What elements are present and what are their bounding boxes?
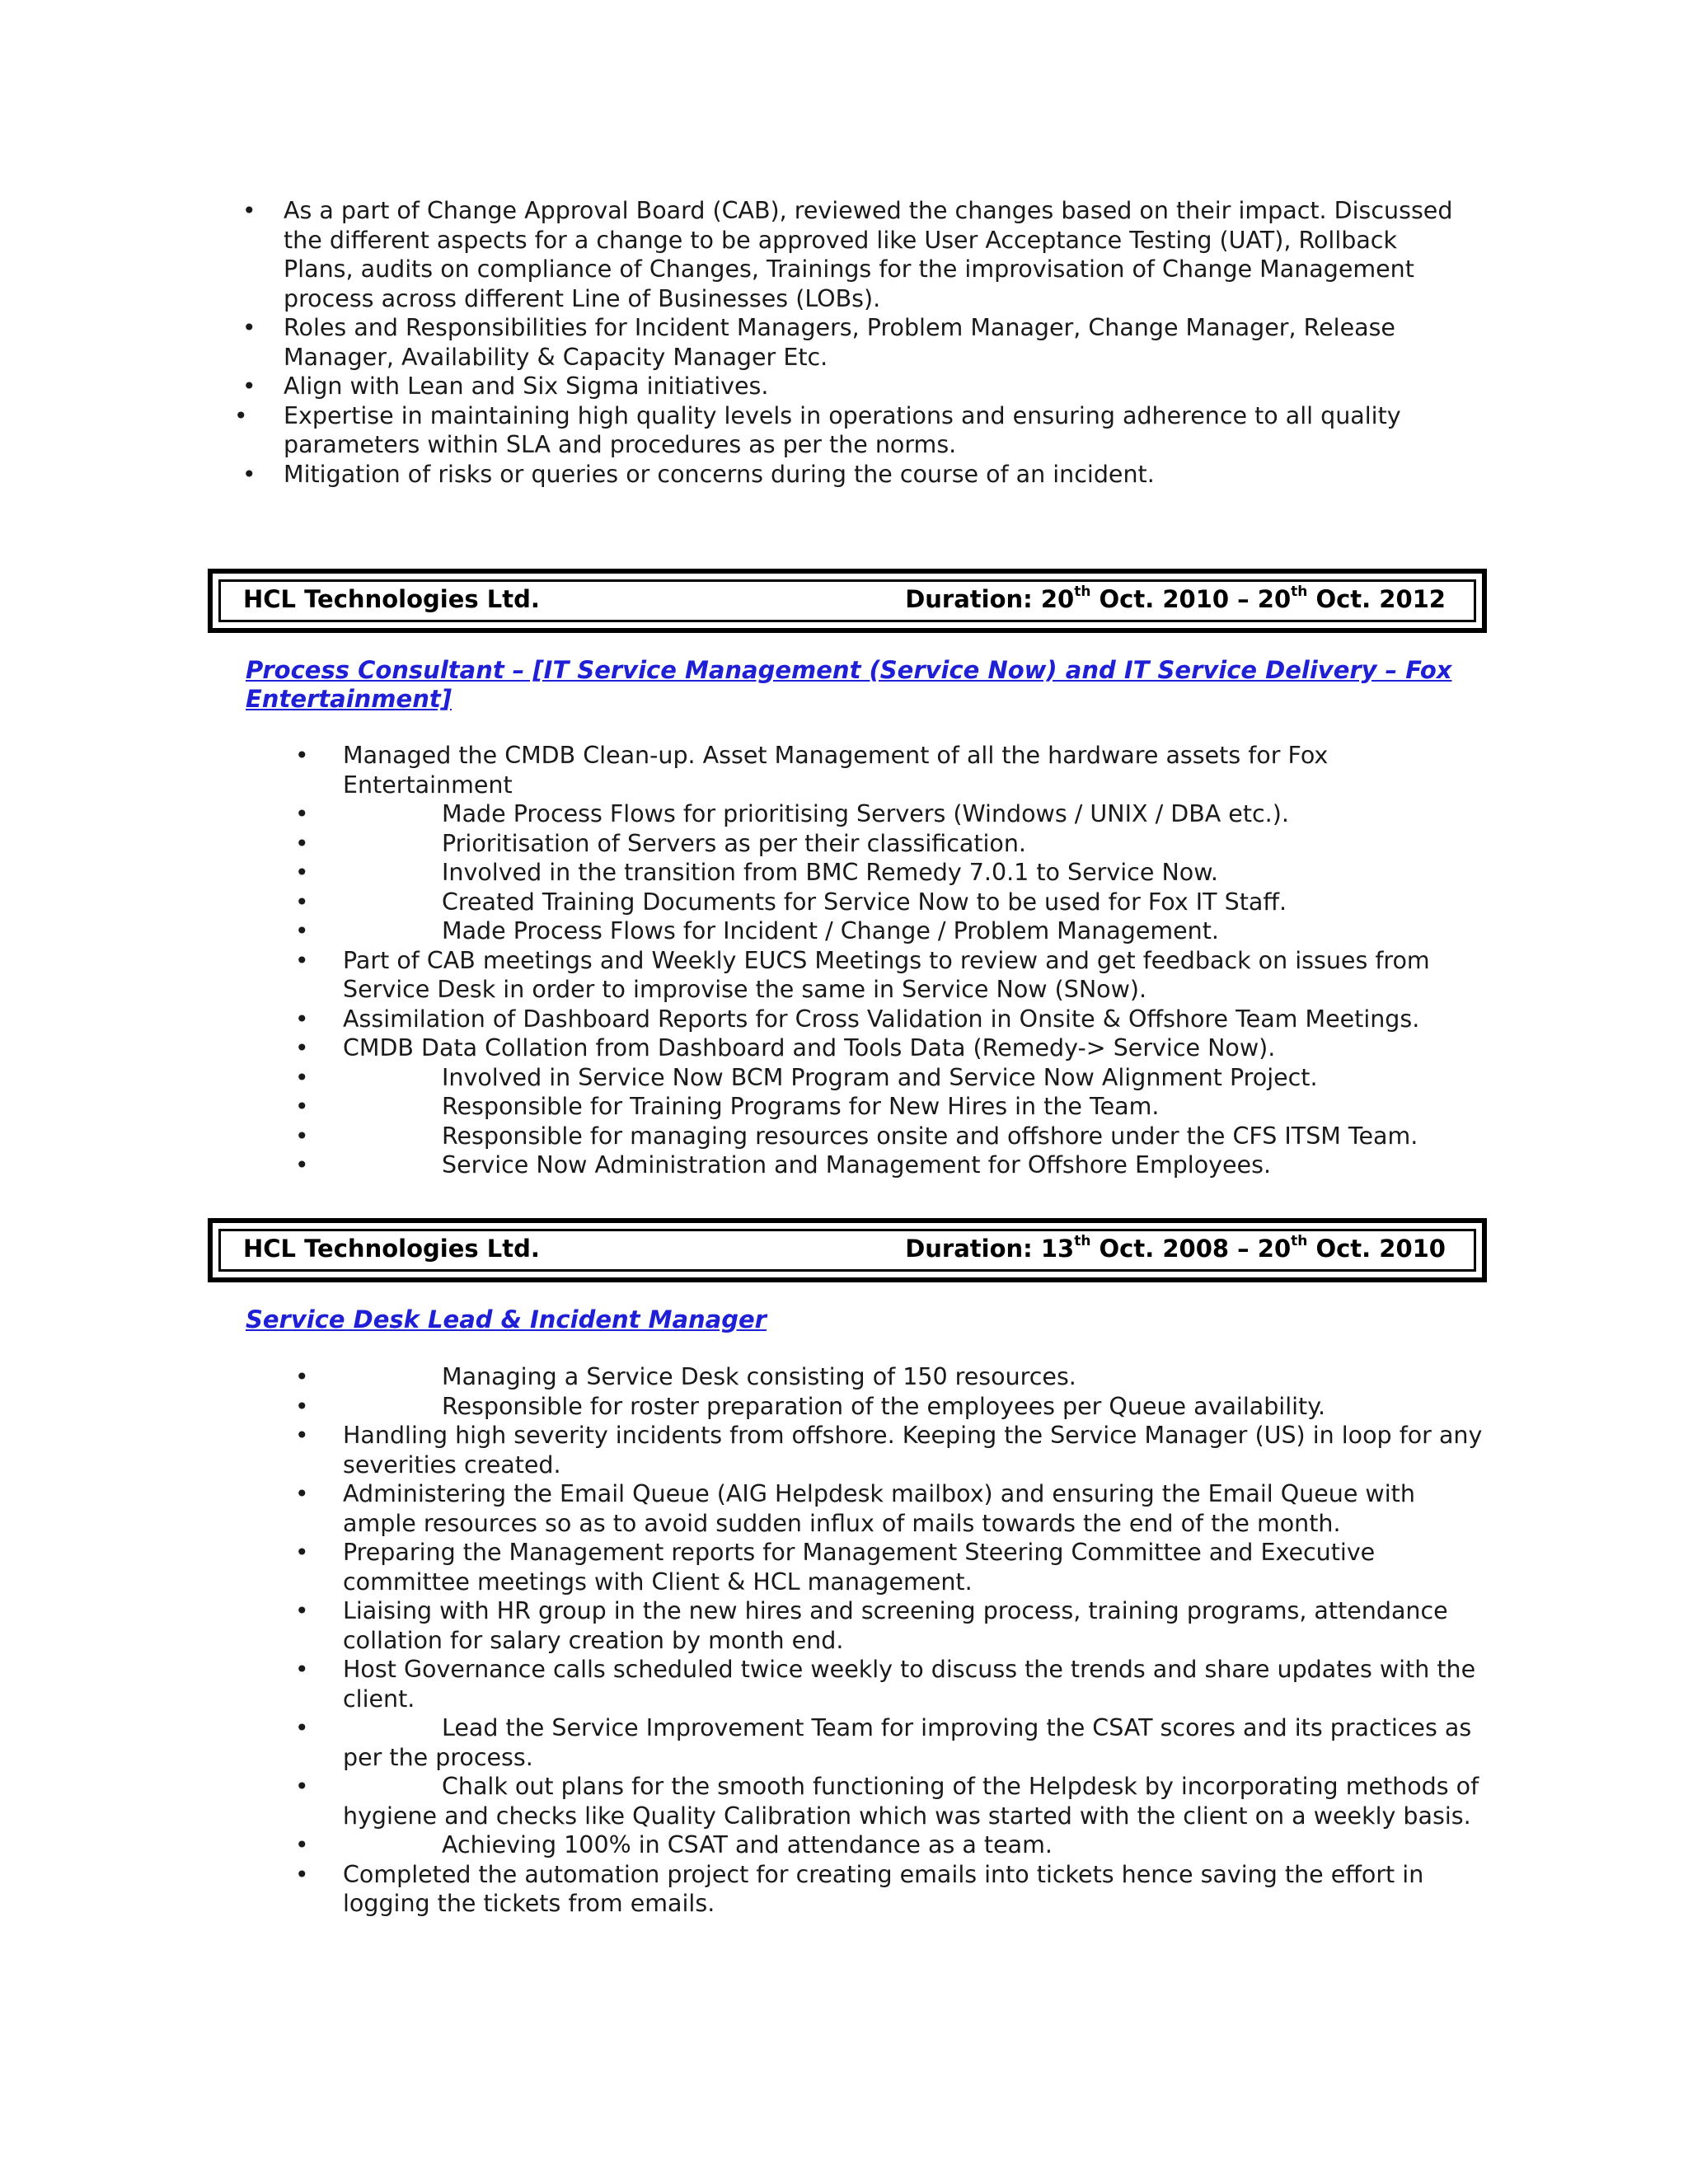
list-item-text: Managing a Service Desk consisting of 150 resources. (442, 1363, 1076, 1390)
list-item (0, 1713, 1489, 1772)
list-item (0, 1655, 1489, 1713)
job-header (208, 569, 1487, 633)
list-item-text: Roles and Responsibilities for Incident Managers, Problem Manager, Change Manager, Release Manager, Availability & Capacity Manager Etc. (284, 314, 1395, 371)
bullet-icon: • (295, 1714, 309, 1741)
list-item-text: Align with Lean and Six Sigma initiatives. (284, 373, 769, 400)
start-date-rest: Oct. 2010 – (1090, 585, 1258, 613)
list-item-text: Mitigation of risks or queries or concerns during the course of an incident. (284, 460, 1155, 488)
bullet-icon: • (295, 1005, 309, 1033)
bullet-icon: • (295, 1480, 309, 1507)
bullet-icon: • (295, 1122, 309, 1150)
job-duration (905, 583, 1446, 616)
bullet-icon: • (295, 1656, 309, 1683)
list-item (0, 1063, 1489, 1093)
job-responsibilities-list (0, 741, 1688, 1180)
list-item-text: Handling high severity incidents from offshore. Keeping the Service Manager (US) in loop for any severities created. (343, 1422, 1483, 1479)
list-item-text: Involved in Service Now BCM Program and Service Now Alignment Project. (442, 1063, 1318, 1091)
bullet-icon: • (295, 1093, 309, 1120)
start-day: 20 (1040, 585, 1075, 613)
bullet-icon: • (295, 946, 309, 974)
list-item-text: Made Process Flows for prioritising Servers (Windows / UNIX / DBA etc.). (442, 800, 1289, 827)
bullet-icon: • (295, 800, 309, 827)
bullet-icon: • (295, 1363, 309, 1390)
list-item (0, 799, 1489, 829)
start-day-suffix: th (1074, 1233, 1091, 1250)
list-item-text: Completed the automation project for creating emails into tickets hence saving the effort in logging the tickets from emails. (343, 1860, 1424, 1917)
list-item (0, 1538, 1489, 1596)
list-item-text: Service Now Administration and Management for Offshore Employees. (442, 1151, 1272, 1179)
bullet-icon: • (295, 1151, 309, 1179)
bullet-icon: • (295, 1392, 309, 1420)
list-item-text: Administering the Email Queue (AIG Helpdesk mailbox) and ensuring the Email Queue with ample resources so as to avoid sudden influx of mails towards the end of the month. (343, 1480, 1415, 1537)
bullet-icon: • (242, 460, 256, 488)
job-responsibilities-list (0, 1362, 1688, 1919)
list-item (0, 1772, 1489, 1830)
bullet-icon: • (295, 917, 309, 944)
list-item (0, 1830, 1489, 1860)
duration-label: Duration: (905, 585, 1041, 613)
bullet-icon: • (295, 1597, 309, 1624)
list-item-text: Involved in the transition from BMC Remedy 7.0.1 to Service Now. (442, 859, 1218, 886)
list-item (0, 1151, 1489, 1180)
start-date-rest: Oct. 2008 – (1090, 1235, 1258, 1263)
end-date-rest: Oct. 2012 (1307, 585, 1446, 613)
bullet-icon: • (295, 859, 309, 886)
list-item (0, 1092, 1489, 1122)
role-title: Service Desk Lead & Incident Manager (246, 1305, 767, 1333)
bullet-icon: • (242, 314, 256, 341)
list-item (0, 401, 1470, 460)
list-item (0, 1479, 1489, 1538)
list-item-text: Host Governance calls scheduled twice weekly to discuss the trends and share updates with the client. (343, 1656, 1476, 1713)
end-day-suffix: th (1291, 1233, 1308, 1250)
list-item-text: Made Process Flows for Incident / Change / Problem Management. (442, 917, 1219, 944)
list-item (0, 946, 1489, 1005)
bullet-icon: • (295, 829, 309, 857)
bullet-icon: • (295, 1539, 309, 1566)
list-item (0, 1860, 1489, 1919)
list-item (0, 1596, 1489, 1655)
bullet-icon: • (234, 401, 248, 429)
list-item (0, 460, 1470, 490)
bullet-icon: • (295, 1773, 309, 1800)
list-item-text: Responsible for managing resources onsite and offshore under the CFS ITSM Team. (442, 1122, 1418, 1150)
list-item (0, 1005, 1489, 1034)
bullet-icon: • (295, 888, 309, 916)
list-item (0, 741, 1489, 799)
bullet-icon: • (242, 373, 256, 400)
bullet-icon: • (295, 1422, 309, 1449)
list-item-text: Created Training Documents for Service Now to be used for Fox IT Staff. (442, 888, 1287, 916)
end-day: 20 (1257, 585, 1292, 613)
list-item-text: Managed the CMDB Clean-up. Asset Management of all the hardware assets for Fox Entertainment (343, 742, 1329, 799)
list-item (0, 858, 1489, 888)
list-item (0, 829, 1489, 859)
list-item (0, 1421, 1489, 1479)
company-name: HCL Technologies Ltd. (243, 585, 540, 613)
bullet-icon: • (295, 742, 309, 769)
responsibilities-list (0, 196, 1688, 489)
list-item-text: Expertise in maintaining high quality levels in operations and ensuring adherence to all quality parameters within SLA and procedures as per the norms. (284, 401, 1401, 458)
list-item (0, 916, 1489, 946)
list-item-text: As a part of Change Approval Board (CAB), reviewed the changes based on their impact. Discussed the different aspects for a change to be approved like User Acceptance Testing (UAT), Rollback Plans, audits on compliance of Changes, Trainings for the improvisation of Change Management process across different Line of Businesses (LOBs). (284, 197, 1453, 312)
list-item (0, 313, 1470, 372)
list-item (0, 1392, 1489, 1422)
company-name: HCL Technologies Ltd. (243, 1235, 540, 1263)
list-item-text: Chalk out plans for the smooth functioning of the Helpdesk by incorporating methods of hygiene and checks like Quality Calibration which was started with the client on a weekly basis. (343, 1773, 1479, 1830)
list-item-text: Liaising with HR group in the new hires and screening process, training programs, attendance collation for salary creation by month end. (343, 1597, 1448, 1654)
list-item-text: Lead the Service Improvement Team for improving the CSAT scores and its practices as per the process. (343, 1714, 1472, 1771)
job-duration (905, 1232, 1446, 1265)
bullet-icon: • (295, 1063, 309, 1091)
start-day: 13 (1040, 1235, 1075, 1263)
list-item-text: Assimilation of Dashboard Reports for Cross Validation in Onsite & Offshore Team Meetings. (343, 1005, 1420, 1033)
end-day: 20 (1257, 1235, 1292, 1263)
list-item (0, 196, 1470, 313)
start-day-suffix: th (1074, 583, 1091, 601)
list-item (0, 372, 1470, 401)
bullet-icon: • (295, 1034, 309, 1062)
list-item-text: Achieving 100% in CSAT and attendance as a team. (442, 1831, 1053, 1858)
role-title: Process Consultant – [IT Service Management (Service Now) and IT Service Delivery – Fox Entertainment] (246, 656, 1452, 713)
list-item (0, 1362, 1489, 1392)
duration-label: Duration: (905, 1235, 1041, 1263)
list-item-text: Part of CAB meetings and Weekly EUCS Meetings to review and get feedback on issues from Service Desk in order to improvise the same in Service Now (SNow). (343, 946, 1430, 1003)
end-date-rest: Oct. 2010 (1307, 1235, 1446, 1263)
list-item-text: CMDB Data Collation from Dashboard and Tools Data (Remedy-> Service Now). (343, 1034, 1276, 1062)
end-day-suffix: th (1291, 583, 1308, 601)
list-item-text: Prioritisation of Servers as per their classification. (442, 829, 1026, 857)
list-item-text: Responsible for roster preparation of the employees per Queue availability. (442, 1392, 1326, 1420)
job-header (208, 1218, 1487, 1282)
list-item (0, 1122, 1489, 1151)
bullet-icon: • (295, 1831, 309, 1858)
bullet-icon: • (242, 197, 256, 224)
list-item-text: Responsible for Training Programs for New Hires in the Team. (442, 1093, 1160, 1120)
list-item (0, 1033, 1489, 1063)
list-item-text: Preparing the Management reports for Management Steering Committee and Executive committee meetings with Client & HCL management. (343, 1539, 1376, 1596)
list-item (0, 888, 1489, 917)
bullet-icon: • (295, 1860, 309, 1888)
